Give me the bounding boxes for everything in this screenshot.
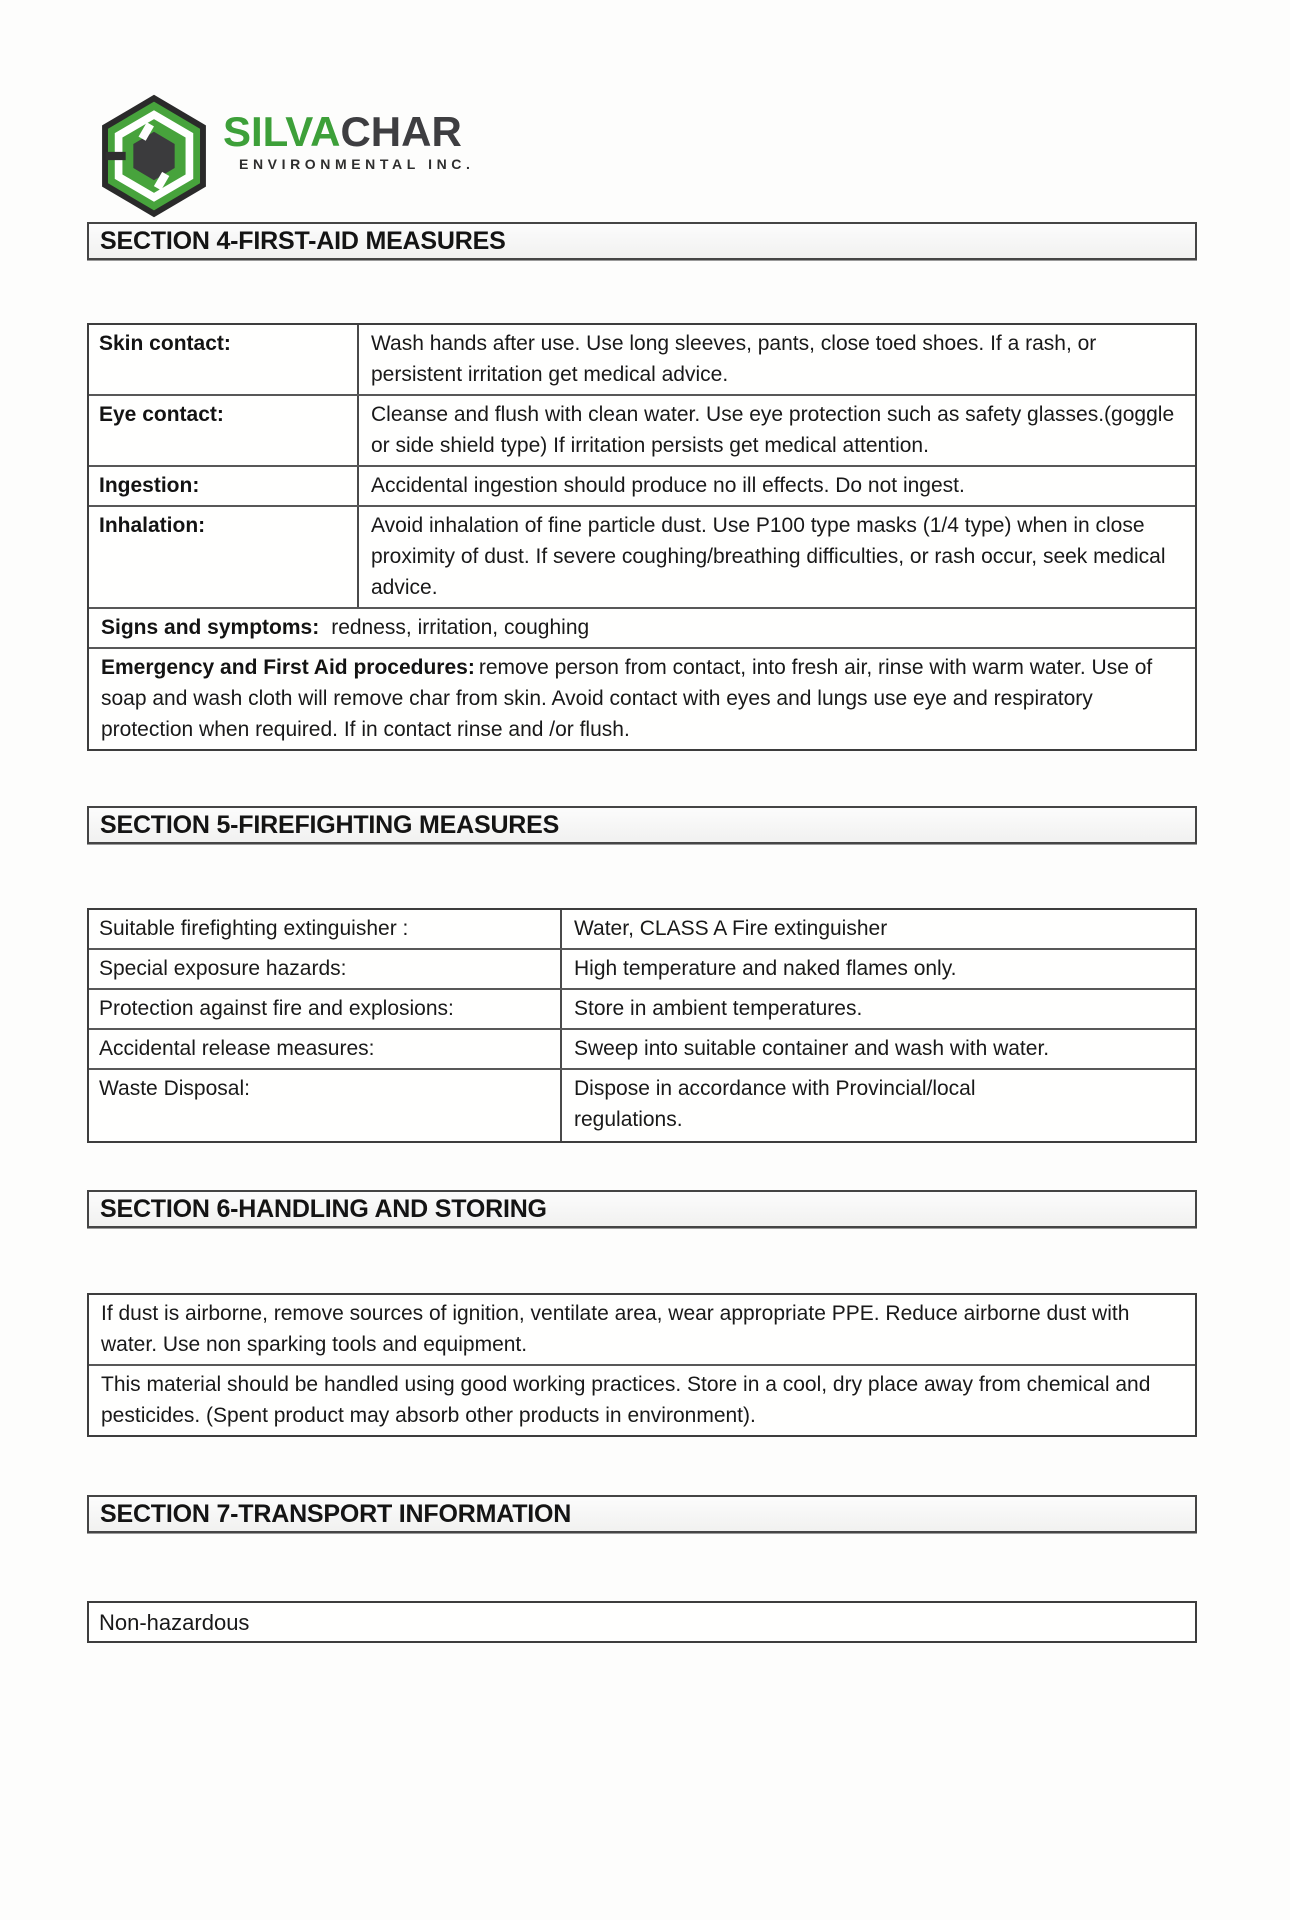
row-label: Special exposure hazards: (89, 950, 562, 988)
row-text (89, 609, 1195, 647)
table-row-accidental-release (89, 1030, 1195, 1070)
row-text: Avoid inhalation of fine particle dust. Use P100 type masks (1/4 type) when in close proximity of dust. If severe coughing/breathing difficulties, or rash occur, seek medical advice. (371, 514, 1166, 599)
brand-subtitle: ENVIRONMENTAL INC. (239, 156, 475, 172)
row-label: Eye contact: (89, 396, 359, 465)
row-label: Skin contact: (89, 325, 359, 394)
row-label: Ingestion: (89, 467, 359, 505)
row-text: Dispose in accordance with Provincial/local regulations. (574, 1077, 976, 1131)
emergency-label: Emergency and First Aid procedures: (101, 656, 475, 679)
signs-value: redness, irritation, coughing (331, 616, 590, 639)
table-row-waste-disposal (89, 1070, 1195, 1141)
section7-header (87, 1495, 1197, 1533)
row-text: If dust is airborne, remove sources of ignition, ventilate area, wear appropriate PPE. Reduce airborne dust with water. Use non sparking tools and equipment. (101, 1302, 1130, 1356)
table-row-eye-contact (89, 396, 1195, 467)
silvachar-hexagon-icon (95, 94, 213, 218)
emergency-value: remove person from contact, into fresh air, rinse with warm water. Use of soap and wash cloth will remove char from skin. Avoid contact with eyes and lungs use eye and respiratory protection when required. If in contact rinse and /or flush. (101, 656, 1153, 741)
section4-title: SECTION 4-FIRST-AID MEASURES (100, 226, 506, 255)
section6-header (87, 1190, 1197, 1228)
handling-storing-table (87, 1293, 1197, 1437)
table-row-emergency-procedures (89, 649, 1195, 749)
section4-header (87, 222, 1197, 260)
row-label: Protection against fire and explosions: (89, 990, 562, 1028)
brand-name-char: CHAR (340, 108, 462, 155)
row-text: This material should be handled using good working practices. Store in a cool, dry place away from chemical and pesticides. (Spent product may absorb other products in environment). (101, 1373, 1151, 1427)
table-row-extinguisher (89, 910, 1195, 950)
logo-wordmark (223, 110, 475, 172)
row-text (89, 649, 1195, 749)
brand-name (223, 110, 475, 154)
row-label: Accidental release measures: (89, 1030, 562, 1068)
row-text: Cleanse and flush with clean water. Use eye protection such as safety glasses.(goggle or side shield type) If irritation persists get medical attention. (371, 403, 1175, 457)
table-row-fire-protection (89, 990, 1195, 1030)
table-row-signs-symptoms (89, 609, 1195, 649)
table-row-exposure-hazards (89, 950, 1195, 990)
first-aid-table (87, 323, 1197, 751)
row-text: Sweep into suitable container and wash with water. (574, 1037, 1050, 1060)
section7-title: SECTION 7-TRANSPORT INFORMATION (100, 1499, 572, 1528)
row-text: Wash hands after use. Use long sleeves, pants, close toed shoes. If a rash, or persistent irritation get medical advice. (371, 332, 1097, 386)
transport-info-text: Non-hazardous (99, 1609, 250, 1635)
row-text: High temperature and naked flames only. (574, 957, 957, 980)
table-row-inhalation (89, 507, 1195, 609)
row-label: Suitable firefighting extinguisher : (89, 910, 562, 948)
signs-label: Signs and symptoms: (101, 616, 320, 639)
section6-title: SECTION 6-HANDLING AND STORING (100, 1194, 547, 1223)
section5-header (87, 806, 1197, 844)
table-row-skin-contact (89, 325, 1195, 396)
table-row-good-practices (89, 1366, 1195, 1435)
row-text: Store in ambient temperatures. (574, 997, 863, 1020)
company-logo (95, 94, 475, 218)
firefighting-table (87, 908, 1197, 1143)
table-row-ingestion (89, 467, 1195, 507)
row-text: Water, CLASS A Fire extinguisher (574, 917, 888, 940)
row-label: Inhalation: (89, 507, 359, 607)
section5-title: SECTION 5-FIREFIGHTING MEASURES (100, 810, 560, 839)
table-row-dust-airborne (89, 1295, 1195, 1366)
row-text: Accidental ingestion should produce no ill effects. Do not ingest. (371, 474, 965, 497)
row-label: Waste Disposal: (89, 1070, 562, 1141)
brand-name-silva: SILVA (223, 108, 341, 155)
transport-info-box (87, 1601, 1197, 1643)
